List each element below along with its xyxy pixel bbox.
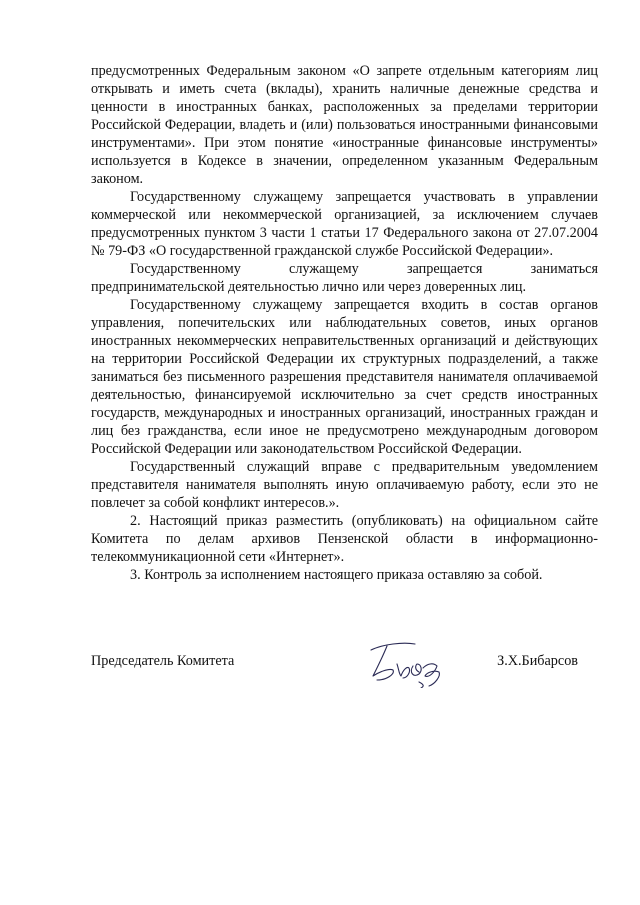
paragraph: 3. Контроль за исполнением настоящего приказа оставляю за собой. [130, 567, 543, 583]
paragraph: Государственному служащему запрещается входить в состав органов управления, попечительских или наблюдательных советов, иных органов иностранных некоммерческих неправительственных организаций и действующих на территории Российской Федерации их структурных подразделений, а также заниматься без письменного разрешения представителя нанимателя оплачиваемой деятельностью, финансируемой исключительно за счет средств иностранных государств, международных и иностранных организаций, иностранных граждан и лиц без гражданства, если иное не предусмотрено международным договором Российской Федерации или законодательством Российской Федерации. [91, 297, 598, 457]
signatory-name: З.Х.Бибарсов [497, 653, 578, 669]
signatory-title: Председатель Комитета [91, 653, 235, 669]
paragraph: Государственному служащему запрещается заниматься предпринимательской деятельностью лично или через доверенных лиц. [91, 261, 598, 295]
paragraph: предусмотренных Федеральным законом «О запрете отдельным категориям лиц открывать и иметь счета (вклады), хранить наличные денежные средства и ценности в иностранных банках, расположенных за пределами территории Российской Федерации, владеть и (или) пользоваться иностранными финансовыми инструментами». При этом понятие «иностранные финансовые инструменты» используется в Кодексе в значении, определенном указанным Федеральным законом. [91, 63, 598, 187]
paragraph: Государственный служащий вправе с предварительным уведомлением представителя нанимателя выполнять иную оплачиваемую работу, если это не повлечет за собой конфликт интересов.». [91, 459, 598, 511]
paragraph: Государственному служащему запрещается участвовать в управлении коммерческой или некоммерческой организацией, за исключением случаев предусмотренных пунктом 3 части 1 статьи 17 Федерального закона от 27.07.2004 № 79-ФЗ «О государственной гражданской службе Российской Федерации». [91, 189, 598, 259]
paragraph: 2. Настоящий приказ разместить (опубликовать) на официальном сайте Комитета по делам архивов Пензенской области в информационно-телекоммуникационной сети «Интернет». [91, 513, 598, 565]
document-body [91, 62, 598, 584]
handwritten-signature [363, 638, 463, 688]
signature-block [91, 644, 598, 704]
